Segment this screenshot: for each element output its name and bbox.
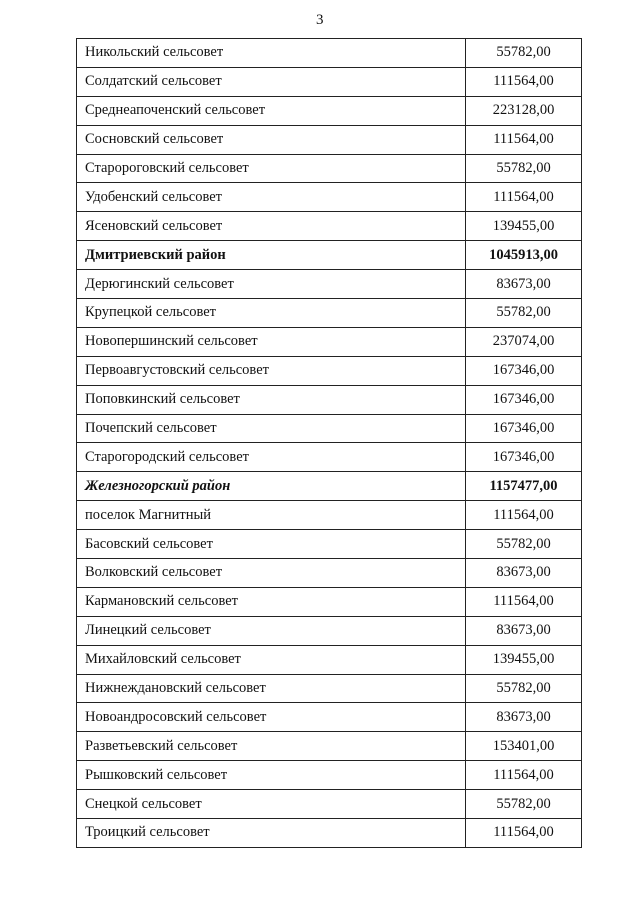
table-row — [77, 67, 582, 96]
table-body — [77, 39, 582, 848]
row-amount: 55782,00 — [466, 674, 582, 703]
table-row — [77, 183, 582, 212]
row-amount: 83673,00 — [466, 616, 582, 645]
table-row — [77, 674, 582, 703]
table-row — [77, 501, 582, 530]
table-row — [77, 443, 582, 472]
row-name: Удобенский сельсовет — [77, 183, 466, 212]
page-number: 3 — [316, 12, 324, 28]
row-amount: 111564,00 — [466, 501, 582, 530]
district-amount: 1157477,00 — [466, 472, 582, 501]
row-amount: 83673,00 — [466, 559, 582, 588]
row-amount: 237074,00 — [466, 327, 582, 356]
table-row — [77, 154, 582, 183]
row-name: Почепский сельсовет — [77, 414, 466, 443]
row-name: Снецкой сельсовет — [77, 790, 466, 819]
row-amount: 111564,00 — [466, 183, 582, 212]
row-name: Среднеапоченский сельсовет — [77, 96, 466, 125]
table-row — [77, 356, 582, 385]
row-amount: 167346,00 — [466, 443, 582, 472]
table-row — [77, 732, 582, 761]
table-row — [77, 270, 582, 299]
row-name: Рышковский сельсовет — [77, 761, 466, 790]
row-name: Сосновский сельсовет — [77, 125, 466, 154]
table-row — [77, 645, 582, 674]
district-name: Железногорский район — [77, 472, 466, 501]
row-name: Ясеновский сельсовет — [77, 212, 466, 241]
row-amount: 83673,00 — [466, 270, 582, 299]
district-amount: 1045913,00 — [466, 241, 582, 270]
table-row — [77, 414, 582, 443]
table-row — [77, 819, 582, 848]
row-amount: 111564,00 — [466, 125, 582, 154]
table-row — [77, 587, 582, 616]
row-amount: 83673,00 — [466, 703, 582, 732]
row-name: Старогородский сельсовет — [77, 443, 466, 472]
row-name: поселок Магнитный — [77, 501, 466, 530]
row-amount: 55782,00 — [466, 39, 582, 68]
table-row — [77, 327, 582, 356]
row-amount: 167346,00 — [466, 385, 582, 414]
row-name: Линецкий сельсовет — [77, 616, 466, 645]
row-amount: 153401,00 — [466, 732, 582, 761]
row-amount: 139455,00 — [466, 212, 582, 241]
row-name: Старороговский сельсовет — [77, 154, 466, 183]
row-name: Новоандросовский сельсовет — [77, 703, 466, 732]
allocation-table — [76, 38, 582, 848]
table-row — [77, 530, 582, 559]
row-name: Первоавгустовский сельсовет — [77, 356, 466, 385]
table-row — [77, 299, 582, 328]
row-amount: 111564,00 — [466, 819, 582, 848]
row-name: Новопершинский сельсовет — [77, 327, 466, 356]
row-amount: 111564,00 — [466, 761, 582, 790]
table-row — [77, 616, 582, 645]
table-row — [77, 761, 582, 790]
row-name: Михайловский сельсовет — [77, 645, 466, 674]
table-row — [77, 559, 582, 588]
district-name: Дмитриевский район — [77, 241, 466, 270]
row-amount: 55782,00 — [466, 790, 582, 819]
table-row — [77, 96, 582, 125]
row-name: Волковский сельсовет — [77, 559, 466, 588]
table-row — [77, 39, 582, 68]
row-amount: 111564,00 — [466, 67, 582, 96]
row-name: Солдатский сельсовет — [77, 67, 466, 96]
table-row — [77, 385, 582, 414]
row-name: Поповкинский сельсовет — [77, 385, 466, 414]
row-name: Басовский сельсовет — [77, 530, 466, 559]
table-row — [77, 212, 582, 241]
row-name: Крупецкой сельсовет — [77, 299, 466, 328]
table-row — [77, 703, 582, 732]
table-row — [77, 790, 582, 819]
row-name: Разветьевский сельсовет — [77, 732, 466, 761]
row-name: Дерюгинский сельсовет — [77, 270, 466, 299]
row-amount: 167346,00 — [466, 356, 582, 385]
district-row — [77, 472, 582, 501]
table-row — [77, 125, 582, 154]
row-amount: 111564,00 — [466, 587, 582, 616]
row-amount: 55782,00 — [466, 530, 582, 559]
row-amount: 223128,00 — [466, 96, 582, 125]
row-name: Троицкий сельсовет — [77, 819, 466, 848]
row-name: Никольский сельсовет — [77, 39, 466, 68]
row-amount: 139455,00 — [466, 645, 582, 674]
row-amount: 55782,00 — [466, 299, 582, 328]
row-amount: 55782,00 — [466, 154, 582, 183]
district-row — [77, 241, 582, 270]
row-amount: 167346,00 — [466, 414, 582, 443]
row-name: Нижнеждановский сельсовет — [77, 674, 466, 703]
row-name: Кармановский сельсовет — [77, 587, 466, 616]
